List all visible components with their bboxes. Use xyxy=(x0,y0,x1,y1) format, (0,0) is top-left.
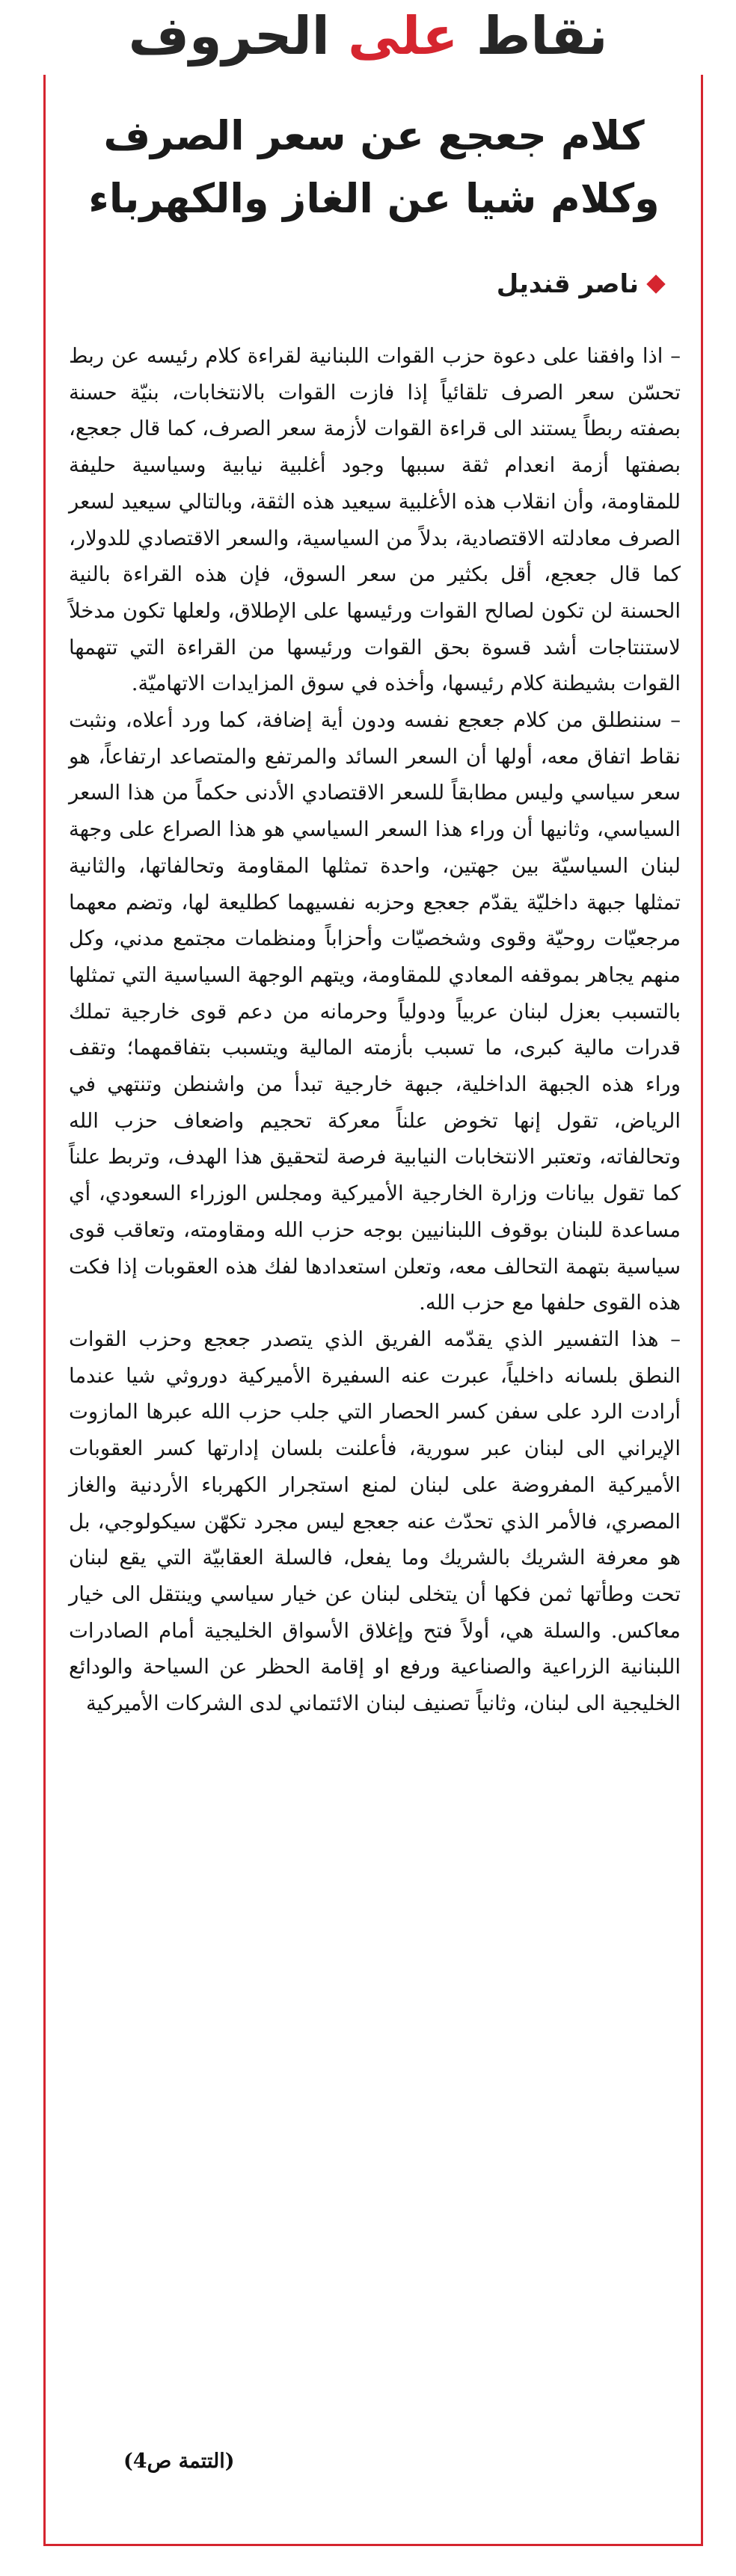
author-name: ناصر قنديل xyxy=(496,269,639,299)
column-title-word-1: نقاط xyxy=(476,5,608,67)
article-paragraph-1: – اذا وافقنا على دعوة حزب القوات اللبنانية لقراءة كلام رئيسه عن ربط تحسّن سعر الصرف تلقائياً إذا فازت القوات بالانتخابات، بنيّة حسنة بصفته ربطاً يستند الى قراءة القوات لأزمة سعر الصرف، كما قال جعجع، بصفتها أزمة انعدام ثقة سببها وجود أغلبية نيابية وسياسية حليفة للمقاومة، وأن انقلاب هذه الأغلبية سيعيد هذه الثقة، وبالتالي سيعيد لسعر الصرف معادلته الاقتصادية، بدلاً من السياسية، والسعر الاقتصادي للدولار، كما قال جعجع، أقل بكثير من سعر السوق، فإن هذه القراءة بالنية الحسنة لن تكون لصالح القوات ورئيسها على الإطلاق، ولعلها تكون مدخلاً لاستنتاجات أشد قسوة بحق القوات ورئيسها من القراءة التي تتهمها القوات بشيطنة كلام رئيسها، وأخذه في سوق المزايدات الاتهاميّة. xyxy=(69,344,681,696)
headline-line-1: كلام جعجع عن سعر الصرف xyxy=(103,112,645,159)
column-title-word-3: الحروف xyxy=(128,5,330,67)
article-paragraph-2: – سننطلق من كلام جعجع نفسه ودون أية إضافة، كما ورد أعلاه، ونثبت نقاط اتفاق معه، أولها أن السعر السائد والمرتفع والمتصاعد ارتفاعاً، هو سعر سياسي وليس مطابقاً للسعر الاقتصادي الأدنى حكماً من هذا السعر السياسي، وثانيها أن وراء هذا السعر السياسي هو هذا الصراع على وجهة لبنان السياسيّة بين جهتين، واحدة تمثلها المقاومة وتحالفاتها، والثانية تمثلها جبهة داخليّة يقدّم جعجع وحزبه نفسيهما كطليعة لها، وتضم معهما مرجعيّات روحيّة وقوى وشخصيّات وأحزاباً ومنظمات مجتمع مدني، وكل منهم يجاهر بموقفه المعادي للمقاومة، ويتهم الوجهة السياسية التي تمثلها بالتسبب بعزل لبنان عربياً ودولياً وحرمانه من دعم قوى خارجية تملك قدرات مالية كبرى، ما تسبب بأزمته المالية ويتسبب بتفاقمهما؛ وتقف وراء هذه الجبهة الداخلية، جبهة خارجية تبدأ من واشنطن وتنتهي في الرياض، تقول إنها تخوض علناً معركة تحجيم واضعاف حزب الله وتحالفاته، وتعتبر الانتخابات النيابية فرصة لتحقيق هذا الهدف، وتربط علناً كما تقول بيانات وزارة الخارجية الأميركية ومجلس الوزراء السعودي، أي مساعدة للبنان بوقوف اللبنانيين بوجه حزب الله ومقاومته، وتعاقب قوى سياسية بتهمة التحالف معه، وتعلن استعدادها لفك هذه العقوبات إذا فكت هذه القوى حلفها مع حزب الله. xyxy=(69,708,681,1315)
red-diamond-icon xyxy=(646,274,665,293)
article-paragraph-3: – هذا التفسير الذي يقدّمه الفريق الذي يتصدر جعجع وحزب القوات النطق بلسانه داخلياً، عبرت عنه السفيرة الأميركية دوروثي شيا عندما أرادت الرد على سفن كسر الحصار التي جلب حزب الله عبرها المازوت الإيراني الى لبنان عبر سورية، فأعلنت بلسان إدارتها كسر العقوبات الأميركية المفروضة على لبنان لمنع استجرار الكهرباء الأردنية والغاز المصري، فالأمر الذي تحدّث عنه جعجع ليس مجرد تكهّن سيكولوجي، بل هو معرفة الشريك بالشريك وما يفعل، فالسلة العقابيّة التي يقع لبنان تحت وطأتها ثمن فكها أن يتخلى لبنان عن خيار سياسي وينتقل الى خيار معاكس. والسلة هي، أولاً فتح وإغلاق الأسواق الخليجية أمام الصادرات اللبنانية الزراعية والصناعية ورفع او إقامة الحظر عن السياحة والودائع الخليجية الى لبنان، وثانياً تصنيف لبنان الائتماني لدى الشركات الأميركية xyxy=(69,1327,681,1716)
headline-line-2: وكلام شيا عن الغاز والكهرباء xyxy=(88,175,660,222)
author-byline xyxy=(497,269,663,299)
article-body xyxy=(69,338,681,1722)
continuation-note: (التتمة ص4) xyxy=(123,2450,235,2473)
article-headline xyxy=(75,105,673,230)
column-title-word-2: على xyxy=(348,5,459,67)
column-title xyxy=(108,0,629,72)
column-header xyxy=(27,0,709,75)
